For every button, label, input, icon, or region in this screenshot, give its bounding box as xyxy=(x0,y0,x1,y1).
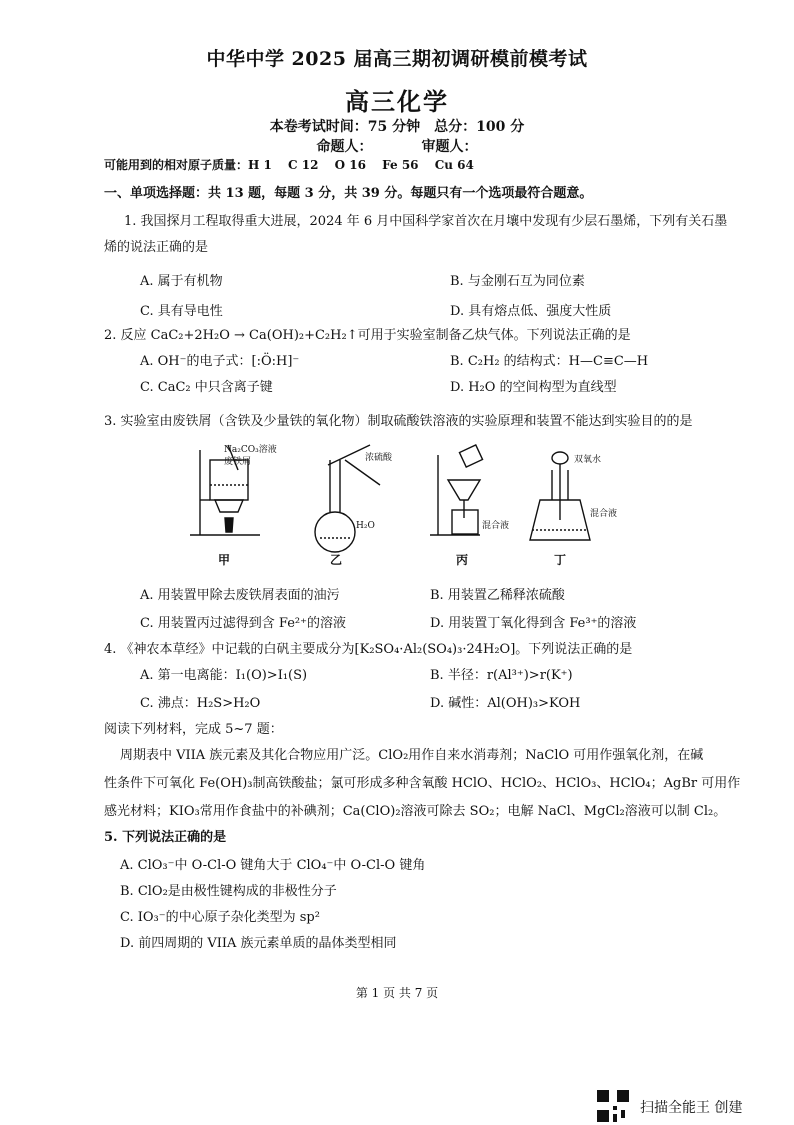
apparatus-bing-diagram xyxy=(430,445,483,535)
label-scrap: 废铁屑 xyxy=(224,457,252,467)
scanner-watermark: 扫描全能王 创建 xyxy=(640,1100,743,1116)
q1-stem-1: 1. 我国探月工程取得重大进展，2024 年 6 月中国科学家首次在月壤中发现有少层石墨烯，下列有关石墨 xyxy=(124,214,728,229)
reading-line-1: 周期表中 VIIA 族元素及其化合物应用广泛。ClO₂用作自来水消毒剂；NaClO 可用作强氧化剂，在碱 xyxy=(120,748,704,763)
label-bing: 丙 xyxy=(456,553,469,567)
q1-option-b: B. 与金刚石互为同位素 xyxy=(450,274,585,289)
q5-option-b: B. ClO₂是由极性键构成的非极性分子 xyxy=(120,884,337,899)
q1-option-c: C. 具有导电性 xyxy=(140,304,223,319)
exam-title: 中华中学 2025 届高三期初调研模前模考试 xyxy=(206,48,588,70)
qr-code-icon xyxy=(597,1090,629,1122)
q3-apparatus-figure xyxy=(180,440,650,572)
q4-option-a: A. 第一电离能：I₁(O)>I₁(S) xyxy=(140,668,308,683)
label-jia: 甲 xyxy=(218,553,231,567)
label-water: H₂O xyxy=(356,521,375,531)
label-na2co3: Na₂CO₃溶液 xyxy=(224,445,277,455)
label-acid: 浓硫酸 xyxy=(365,453,393,463)
page-footer: 第 1 页 共 7 页 xyxy=(355,986,439,1000)
reading-intro: 阅读下列材料，完成 5~7 题： xyxy=(104,722,283,737)
q5-option-c: C. IO₃⁻的中心原子杂化类型为 sp² xyxy=(120,910,320,925)
q3-stem: 3. 实验室由废铁屑（含铁及少量铁的氧化物）制取硫酸铁溶液的实验原理和装置不能达到实验目的的是 xyxy=(104,414,693,429)
apparatus-ding-diagram xyxy=(530,452,590,540)
q4-option-b: B. 半径：r(Al³⁺)>r(K⁺) xyxy=(430,668,573,683)
q3-option-b: B. 用装置乙稀释浓硫酸 xyxy=(430,588,565,603)
q2-stem: 2. 反应 CaC₂+2H₂O → Ca(OH)₂+C₂H₂↑可用于实验室制备乙炔气体。下列说法正确的是 xyxy=(104,328,631,343)
q3-option-a: A. 用装置甲除去废铁屑表面的油污 xyxy=(140,588,340,603)
label-mix2: 混合液 xyxy=(590,509,618,519)
reading-line-2: 性条件下可氧化 Fe(OH)₃制高铁酸盐；氯可形成多种含氧酸 HClO、HClO₂、HClO₃、HClO₄；AgBr 可用作 xyxy=(104,776,741,791)
q2-option-b: B. C₂H₂ 的结构式：H—C≡C—H xyxy=(450,354,649,369)
q2-option-c: C. CaC₂ 中只含离子键 xyxy=(140,380,273,395)
label-mix1: 混合液 xyxy=(482,521,510,531)
q4-option-c: C. 沸点：H₂S>H₂O xyxy=(140,696,261,711)
q4-stem: 4. 《神农本草经》中记载的白矾主要成分为[K₂SO₄·Al₂(SO₄)₃·24H₂O]。下列说法正确的是 xyxy=(104,642,633,657)
q5-stem: 5. 下列说法正确的是 xyxy=(104,830,227,845)
atomic-masses: 可能用到的相对原子质量：H 1 C 12 O 16 Fe 56 Cu 64 xyxy=(104,158,474,172)
authors-line: 命题人： 审题人： xyxy=(316,139,478,155)
q3-option-d: D. 用装置丁氧化得到含 Fe³⁺的溶液 xyxy=(430,616,637,631)
q5-option-d: D. 前四周期的 VIIA 族元素单质的晶体类型相同 xyxy=(120,936,397,951)
q1-option-a: A. 属于有机物 xyxy=(140,274,223,289)
label-ding: 丁 xyxy=(554,553,567,567)
q2-option-d: D. H₂O 的空间构型为直线型 xyxy=(450,380,617,395)
subject-title: 高三化学 xyxy=(345,87,449,116)
q4-option-d: D. 碱性：Al(OH)₃>KOH xyxy=(430,696,581,711)
label-yi: 乙 xyxy=(330,553,343,567)
q2-option-a: A. OH⁻的电子式：[:Ö:H]⁻ xyxy=(140,354,300,369)
q1-option-d: D. 具有熔点低、强度大性质 xyxy=(450,304,612,319)
q3-option-c: C. 用装置丙过滤得到含 Fe²⁺的溶液 xyxy=(140,616,346,631)
reading-line-3: 感光材料；KIO₃常用作食盐中的补碘剂；Ca(ClO)₂溶液可除去 SO₂；电解 NaCl、MgCl₂溶液可以制 Cl₂。 xyxy=(104,804,727,819)
q5-option-a: A. ClO₃⁻中 O-Cl-O 键角大于 ClO₄⁻中 O-Cl-O 键角 xyxy=(120,858,426,873)
label-peroxide: 双氧水 xyxy=(574,455,602,465)
q1-stem-2: 烯的说法正确的是 xyxy=(104,240,209,255)
exam-info: 本卷考试时间：75 分钟 总分：100 分 xyxy=(269,119,525,135)
section-heading: 一、单项选择题：共 13 题，每题 3 分，共 39 分。每题只有一个选项最符合题意。 xyxy=(104,186,593,201)
